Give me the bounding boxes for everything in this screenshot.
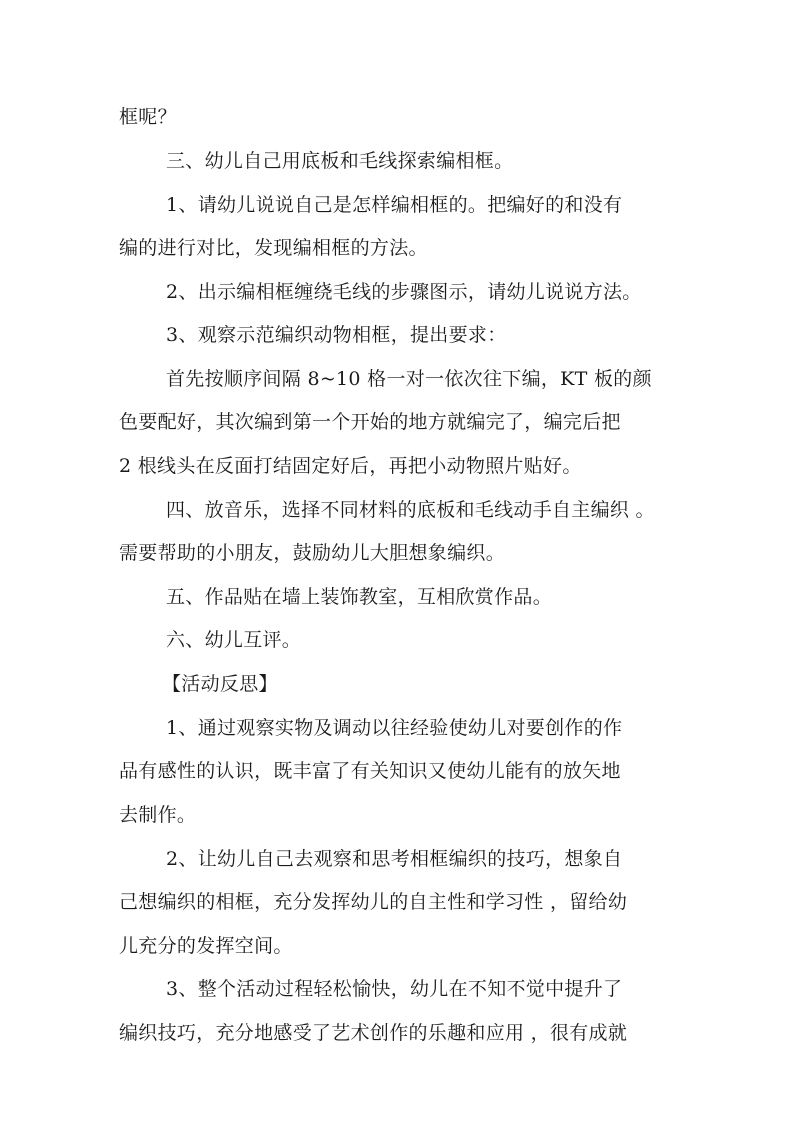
text-line: 需要帮助的小朋友，鼓励幼儿大胆想象编织。 xyxy=(119,542,506,564)
text-line: 六、幼儿互评。 xyxy=(166,629,302,651)
text-line: 3、观察示范编织动物相框，提出要求： xyxy=(166,324,507,346)
text-line: 品有感性的认识，既丰富了有关知识又使幼儿能有的放矢地 xyxy=(119,760,621,782)
text-line: 2、让幼儿自己去观察和思考相框编织的技巧，想象自 xyxy=(166,848,623,870)
text-line: 去制作。 xyxy=(119,804,197,826)
text-line: 编织技巧，充分地感受了艺术创作的乐趣和应用 ，很有成就 xyxy=(119,1022,628,1044)
text-line: 2 根线头在反面打结固定好后，再把小动物照片贴好。 xyxy=(119,455,582,477)
text-line: 1、请幼儿说说自己是怎样编相框的。把编好的和没有 xyxy=(166,194,623,216)
text-line: 己想编织的相框，充分发挥幼儿的自主性和学习性 ，留给幼 xyxy=(119,891,628,913)
section-heading: 【活动反思】 xyxy=(162,673,278,695)
text-line: 3、整个活动过程轻松愉快，幼儿在不知不觉中提升了 xyxy=(166,978,623,1000)
text-line: 色要配好，其次编到第一个开始的地方就编完了，编完后把 xyxy=(119,411,621,433)
text-line: 1、通过观察实物及调动以往经验使幼儿对要创作的作 xyxy=(166,717,623,739)
text-line: 2、出示编相框缠绕毛线的步骤图示，请幼儿说说方法。 xyxy=(166,281,642,303)
text-line: 首先按顺序间隔 8~10 格一对一依次往下编，KT 板的颜 xyxy=(166,368,652,390)
text-line: 编的进行对比，发现编相框的方法。 xyxy=(119,237,428,259)
text-line: 框呢？ xyxy=(119,106,177,128)
text-line: 三、幼儿自己用底板和毛线探索编相框。 xyxy=(166,150,514,172)
text-line: 儿充分的发挥空间。 xyxy=(119,935,293,957)
text-line: 五、作品贴在墙上装饰教室，互相欣赏作品。 xyxy=(166,586,553,608)
text-line: 四、放音乐，选择不同材料的底板和毛线动手自主编织 。 xyxy=(166,499,655,521)
